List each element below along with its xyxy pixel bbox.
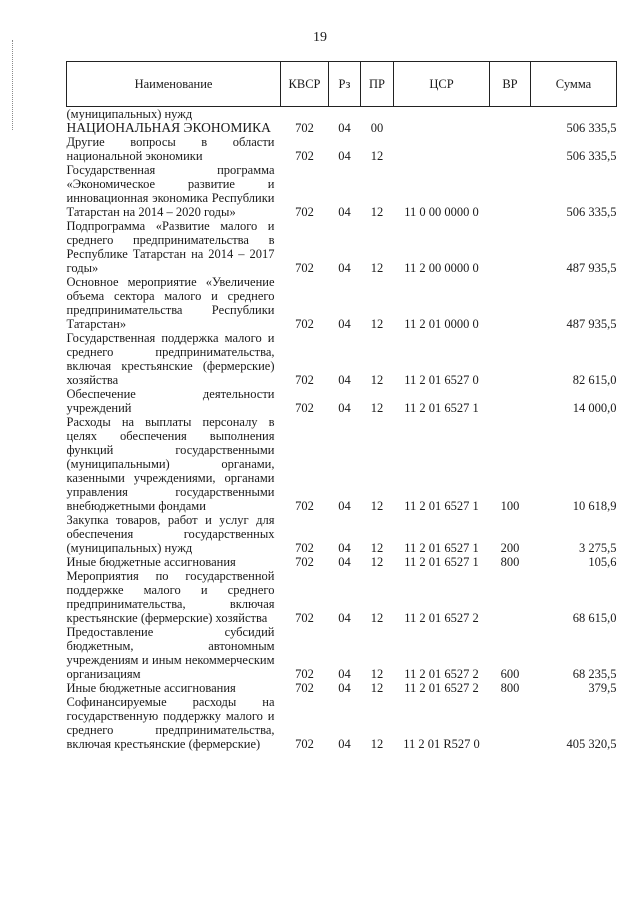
row-rz: 04 xyxy=(338,373,351,387)
row-vr xyxy=(490,107,531,122)
table-row xyxy=(67,107,617,122)
row-sum: 105,6 xyxy=(588,555,617,569)
row-pr: 12 xyxy=(370,611,384,625)
table-row xyxy=(67,681,617,695)
row-vr xyxy=(490,219,531,275)
row-kvsr: 702 xyxy=(295,611,314,625)
table-row xyxy=(67,569,617,625)
row-rz: 04 xyxy=(338,149,351,163)
row-sum: 487 935,5 xyxy=(566,261,617,275)
table-row xyxy=(67,121,617,135)
row-rz xyxy=(329,107,361,122)
row-sum: 10 618,9 xyxy=(572,499,617,513)
row-vr: 100 xyxy=(500,499,520,513)
row-pr: 12 xyxy=(370,681,384,695)
row-sum: 68 615,0 xyxy=(572,611,617,625)
row-name: Расходы на выплаты персоналу в целях обеспечения выполнения функций государственными (муниципальными) органами, казенными учреждениями, органами управления государственными внебюджетными фондами xyxy=(66,415,275,513)
table-header-row xyxy=(67,62,617,107)
row-pr: 00 xyxy=(370,121,384,135)
row-vr xyxy=(490,569,531,625)
row-name: Основное мероприятие «Увеличение объема сектора малого и среднего предпринимательства Республики Татарстан» xyxy=(66,275,275,331)
budget-table xyxy=(66,61,617,751)
row-name: Другие вопросы в области национальной экономики xyxy=(66,135,275,163)
header-name: Наименование xyxy=(67,62,281,107)
row-pr: 12 xyxy=(370,737,384,751)
row-csr: 11 2 01 6527 1 xyxy=(404,499,479,513)
row-csr xyxy=(394,107,490,122)
row-name: Мероприятия по государственной поддержке малого и среднего предпринимательства, включая крестьянские (фермерские) хозяйства xyxy=(66,569,275,625)
header-sum: Сумма xyxy=(531,62,617,107)
row-csr: 11 2 01 R527 0 xyxy=(403,737,480,751)
row-vr xyxy=(490,135,531,163)
row-sum: 506 335,5 xyxy=(566,121,617,135)
table-row xyxy=(67,695,617,751)
row-kvsr: 702 xyxy=(295,205,314,219)
table-row xyxy=(67,135,617,163)
row-kvsr: 702 xyxy=(295,261,314,275)
row-kvsr: 702 xyxy=(295,681,314,695)
margin-punch-marks xyxy=(12,40,15,130)
row-name: НАЦИОНАЛЬНАЯ ЭКОНОМИКА xyxy=(66,120,271,135)
table-row xyxy=(67,387,617,415)
row-vr xyxy=(490,121,531,135)
table-row xyxy=(67,513,617,555)
row-rz: 04 xyxy=(338,499,351,513)
page-number: 19 xyxy=(313,30,327,45)
row-pr: 12 xyxy=(370,401,384,415)
table-row xyxy=(67,163,617,219)
row-csr: 11 2 00 0000 0 xyxy=(404,261,479,275)
row-pr: 12 xyxy=(370,373,384,387)
row-name: Обеспечение деятельности учреждений xyxy=(66,387,275,415)
header-pr: ПР xyxy=(361,62,394,107)
row-kvsr: 702 xyxy=(295,401,314,415)
row-name: Закупка товаров, работ и услуг для обеспечения государственных (муниципальных) нужд xyxy=(66,513,275,555)
row-vr xyxy=(490,331,531,387)
row-vr xyxy=(490,387,531,415)
row-csr: 11 0 00 0000 0 xyxy=(404,205,479,219)
row-kvsr: 702 xyxy=(295,541,314,555)
row-vr: 800 xyxy=(500,681,520,695)
table-row xyxy=(67,275,617,331)
row-name: Подпрограмма «Развитие малого и среднего предпринимательства в Республике Татарстан на 2014 – 2017 годы» xyxy=(66,219,275,275)
row-sum: 68 235,5 xyxy=(572,667,617,681)
row-csr: 11 2 01 6527 2 xyxy=(404,611,479,625)
row-csr: 11 2 01 6527 2 xyxy=(404,681,479,695)
row-kvsr: 702 xyxy=(295,317,314,331)
row-name: Иные бюджетные ассигнования xyxy=(66,681,236,695)
row-vr xyxy=(490,275,531,331)
row-pr: 12 xyxy=(370,499,384,513)
row-csr: 11 2 01 6527 2 xyxy=(404,667,479,681)
row-name: Предоставление субсидий бюджетным, автономным учреждениям и иным некоммерческим организациям xyxy=(66,625,275,681)
row-sum: 3 275,5 xyxy=(579,541,617,555)
row-csr xyxy=(394,135,490,163)
row-kvsr: 702 xyxy=(295,121,314,135)
row-vr: 200 xyxy=(500,541,520,555)
row-pr: 12 xyxy=(370,149,384,163)
row-name: Софинансируемые расходы на государственную поддержку малого и среднего предпринимательства, включая крестьянские (фермерские) xyxy=(66,695,275,751)
row-csr xyxy=(394,121,490,135)
row-csr: 11 2 01 0000 0 xyxy=(404,317,479,331)
row-kvsr: 702 xyxy=(295,373,314,387)
row-pr: 12 xyxy=(370,317,384,331)
row-csr: 11 2 01 6527 1 xyxy=(404,401,479,415)
row-sum: 82 615,0 xyxy=(572,373,617,387)
table-row xyxy=(67,219,617,275)
row-vr xyxy=(490,695,531,751)
row-kvsr: 702 xyxy=(295,737,314,751)
row-rz: 04 xyxy=(338,401,351,415)
row-sum: 506 335,5 xyxy=(566,149,617,163)
row-kvsr xyxy=(281,107,329,122)
header-rz: Рз xyxy=(329,62,361,107)
row-rz: 04 xyxy=(338,681,351,695)
row-rz: 04 xyxy=(338,737,351,751)
row-csr: 11 2 01 6527 1 xyxy=(404,541,479,555)
row-kvsr: 702 xyxy=(295,499,314,513)
row-name: Государственная поддержка малого и среднего предпринимательства, включая крестьянские (фермерские) хозяйства xyxy=(66,331,275,387)
row-rz: 04 xyxy=(338,317,351,331)
row-sum: 506 335,5 xyxy=(566,205,617,219)
row-pr: 12 xyxy=(370,205,384,219)
row-kvsr: 702 xyxy=(295,555,314,569)
row-csr: 11 2 01 6527 1 xyxy=(404,555,479,569)
table-row xyxy=(67,555,617,569)
row-rz: 04 xyxy=(338,611,351,625)
row-vr: 800 xyxy=(500,555,520,569)
row-rz: 04 xyxy=(338,541,351,555)
row-vr: 600 xyxy=(500,667,520,681)
row-name: Иные бюджетные ассигнования xyxy=(66,555,236,569)
table-row xyxy=(67,331,617,387)
row-rz: 04 xyxy=(338,667,351,681)
row-pr: 12 xyxy=(370,667,384,681)
row-pr: 12 xyxy=(370,541,384,555)
row-rz: 04 xyxy=(338,555,351,569)
row-kvsr: 702 xyxy=(295,667,314,681)
row-sum xyxy=(531,107,617,122)
row-pr xyxy=(361,107,394,122)
row-rz: 04 xyxy=(338,205,351,219)
table-row xyxy=(67,625,617,681)
row-csr: 11 2 01 6527 0 xyxy=(404,373,479,387)
row-sum: 405 320,5 xyxy=(566,737,617,751)
header-vr: ВР xyxy=(490,62,531,107)
row-rz: 04 xyxy=(338,121,351,135)
header-csr: ЦСР xyxy=(394,62,490,107)
row-sum: 14 000,0 xyxy=(572,401,617,415)
row-vr xyxy=(490,163,531,219)
row-pr: 12 xyxy=(370,261,384,275)
row-sum: 487 935,5 xyxy=(566,317,617,331)
table-row xyxy=(67,415,617,513)
header-kvsr: КВСР xyxy=(281,62,329,107)
row-kvsr: 702 xyxy=(295,149,314,163)
row-rz: 04 xyxy=(338,261,351,275)
row-name: (муниципальных) нужд xyxy=(66,107,193,121)
row-pr: 12 xyxy=(370,555,384,569)
row-name: Государственная программа «Экономическое развитие и инновационная экономика Республики Татарстан на 2014 – 2020 годы» xyxy=(66,163,275,219)
row-sum: 379,5 xyxy=(588,681,617,695)
